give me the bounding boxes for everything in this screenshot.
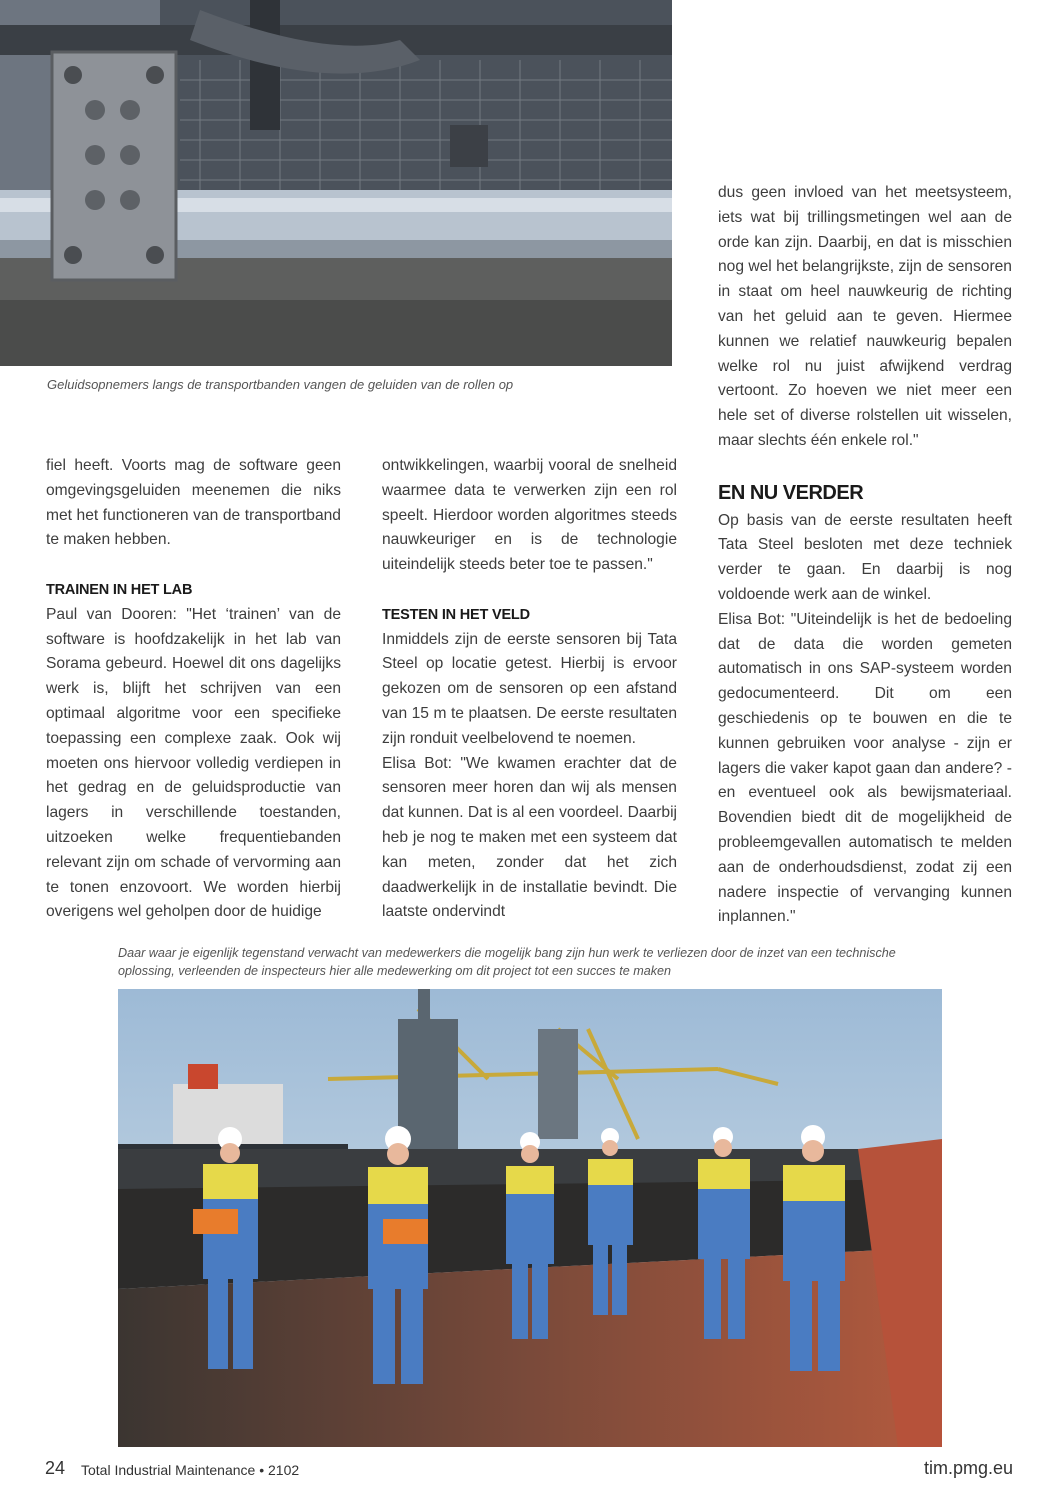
photo-caption-top: Geluidsopnemers langs de transportbanden vangen de geluiden van de rollen op [47, 377, 514, 392]
paragraph: fiel heeft. Voorts mag de software geen omgevingsgeluiden meenemen die niks met het functioneren van de transportband te maken hebben. [46, 457, 341, 549]
inspectors-illustration [118, 989, 942, 1447]
paragraph: Elisa Bot: "We kwamen erachter dat de sensoren meer horen dan wij als mensen dat kunnen. Dat is al een voordeel. Daarbij heb je nog te maken met een systeem dat kan meten, zonder dat het zich daadwerkelijk in de installatie bevindt. Die laatste ondervindt [382, 754, 677, 921]
paragraph: dus geen invloed van het meetsysteem, iets wat bij trillingsmetingen wel aan de orde kan zijn. Daarbij, en dat is misschien nog wel het belangrijkste, zijn de sensoren in staat om heel nauwkeurig de richting van het geluid aan te geven. Hiermee kunnen we relatief nauwkeurig bepalen welke rol nu juist afwijkend verdrag vertoont. Zo hoeven we niet meer een hele set of diverse rolstellen uit wisselen, maar slechts één enkele rol." [718, 184, 1012, 449]
paragraph: Elisa Bot: "Uiteindelijk is het de bedoeling dat de data die worden gemeten automatisch in ons SAP-systeem worden gedocumenteerd. Dit om een geschiedenis op te bouwen en die te kunnen gebruiken voor analyse - zijn er lagers die vaker kapot gaan dan andere? - en eventueel ook als bewijsmateriaal. Bovendien biedt dit de mogelijkheid de probleemgevallen automatisch te melden aan de onderhoudsdienst, zodat zij een nadere inspectie of vervanging kunnen inplannen." [718, 610, 1012, 926]
section-heading: TRAINEN IN HET LAB [46, 581, 193, 598]
paragraph: Inmiddels zijn de eerste sensoren bij Tata Steel op locatie getest. Hierbij is ervoor gekozen om de sensoren op een afstand van 15 m te plaatsen. De eerste resultaten zijn ronduit veelbelovend te noemen. [382, 630, 677, 747]
paragraph: ontwikkelingen, waarbij vooral de snelheid waarmee data te verwerken zijn een rol speelt. Hierdoor worden algoritmes steeds nauwkeuriger en is de technologie uiteindelijk steeds beter toe te passen." [382, 457, 677, 574]
conveyor-photo [0, 0, 672, 366]
section-heading-large: EN NU VERDER [718, 481, 864, 504]
section-heading: TESTEN IN HET VELD [382, 606, 530, 623]
inspectors-photo [118, 989, 942, 1447]
text-column-1 [46, 454, 341, 925]
magazine-title: Total Industrial Maintenance • 2102 [81, 1462, 300, 1478]
paragraph: Paul van Dooren: "Het ‘trainen’ van de software is hoofdzakelijk in het lab van Sorama gebeurd. Hoewel dit ons dagelijks werk is, blijft het schrijven van een optimaal algoritme voor een specifieke toepassing een complexe zaak. Ook wij moeten ons hiervoor volledig verdiepen in het gedrag en de geluidsproductie van lagers in verschillende toestanden, uitzoeken welke frequentiebanden relevant zijn om schade of vervorming aan te tonen enzovoort. We worden hierbij overigens wel geholpen door de huidige [46, 605, 341, 921]
text-column-3 [718, 181, 1012, 930]
text-column-2 [382, 454, 677, 925]
photo-caption-bottom: Daar waar je eigenlijk tegenstand verwacht van medewerkers die mogelijk bang zijn hun werk te verliezen door de inzet van een technische oplossing, verleenden de inspecteurs hier alle medewerking om dit project tot een succes te maken [118, 946, 896, 978]
paragraph: Op basis van de eerste resultaten heeft Tata Steel besloten met deze techniek verder te gaan. En daarbij is nog voldoende werk aan de winkel. [718, 511, 1012, 603]
page-number: 24 [45, 1458, 66, 1478]
website-url: tim.pmg.eu [923, 1458, 1013, 1478]
conveyor-illustration [0, 0, 672, 366]
